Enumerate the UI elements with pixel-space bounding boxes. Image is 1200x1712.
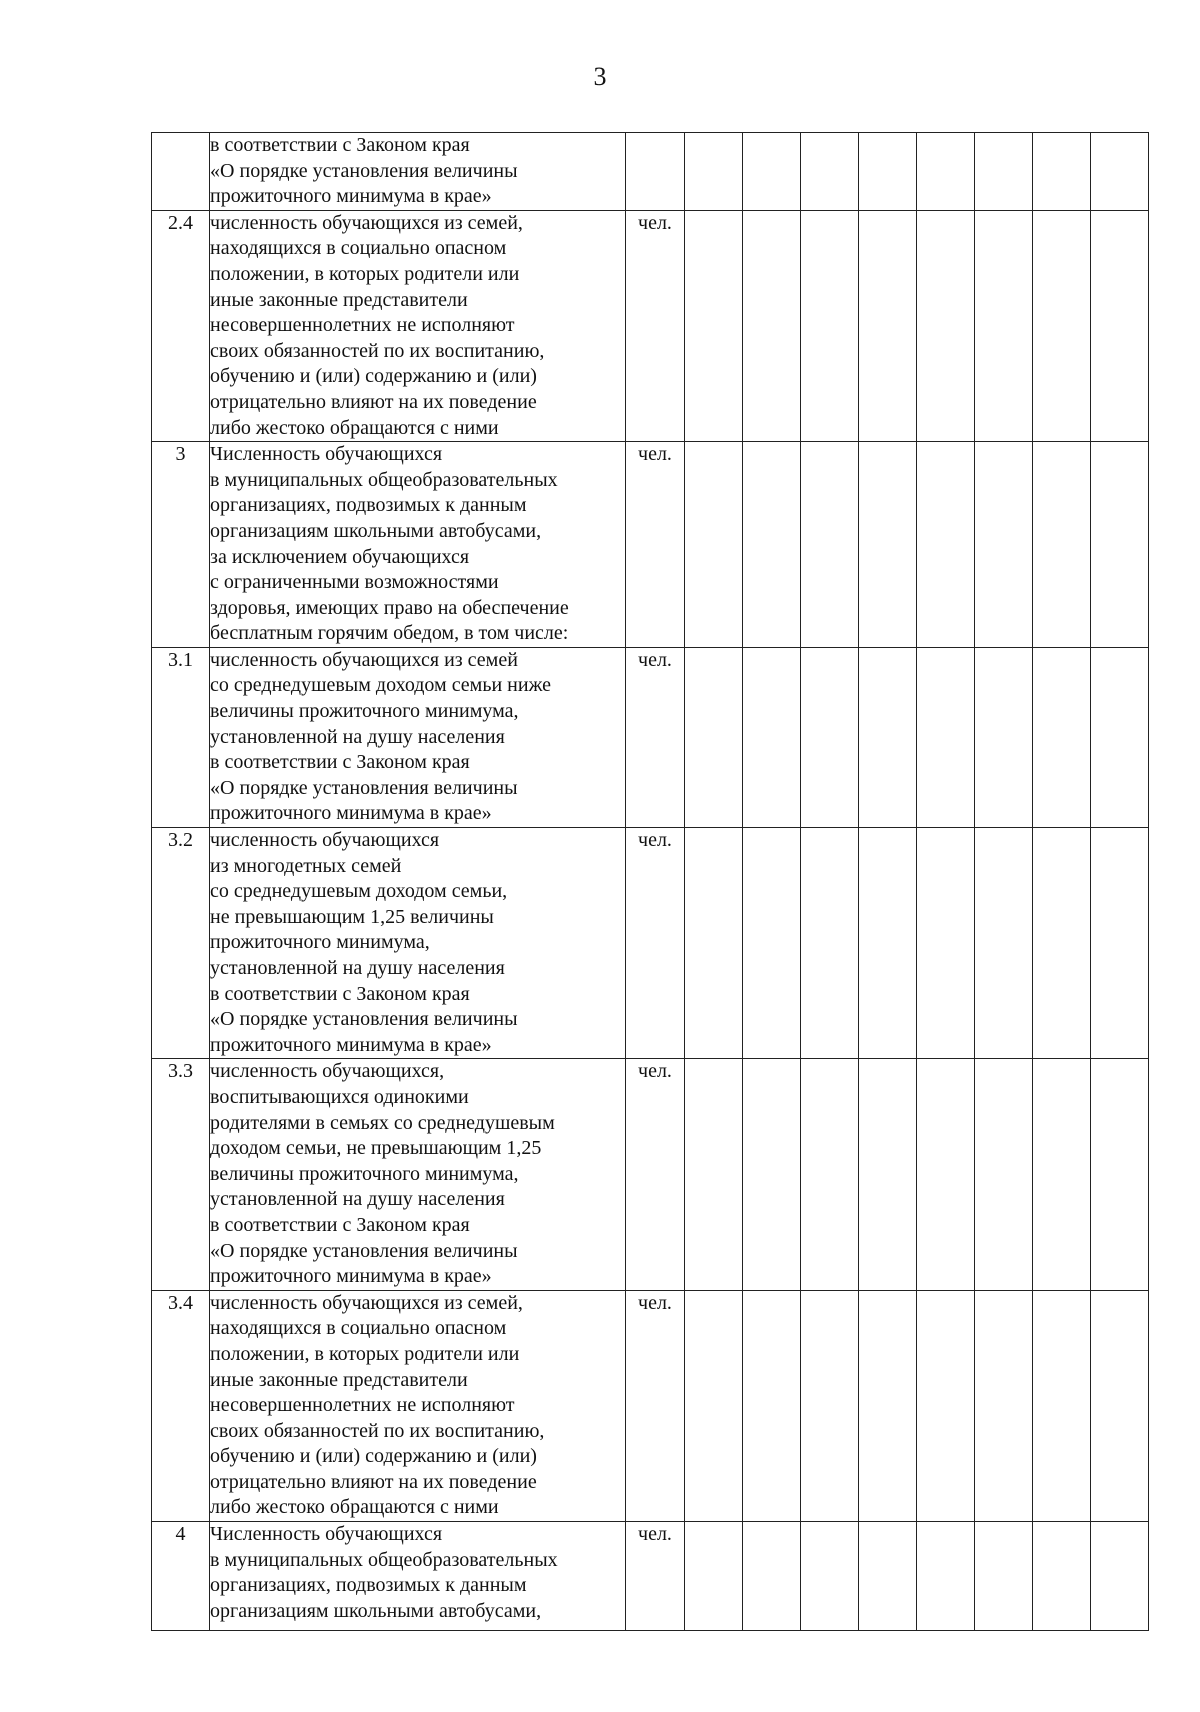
value-cell [800, 828, 858, 1059]
row-unit: чел. [626, 442, 684, 648]
description-line: численность обучающихся из семей [210, 648, 518, 671]
value-cell [800, 1290, 858, 1521]
value-cell [1090, 133, 1148, 211]
description-line: прожиточного минимума в крае» [210, 802, 492, 825]
value-cell [684, 442, 742, 648]
description-line: либо жестоко обращаются с ними [210, 1496, 499, 1519]
value-cell [1032, 210, 1090, 441]
description-line: со среднедушевым доходом семьи, [210, 880, 508, 903]
value-cell [974, 133, 1032, 211]
row-number: 3 [152, 442, 210, 648]
value-cell [800, 210, 858, 441]
value-cell [974, 1522, 1032, 1631]
value-cell [1032, 1059, 1090, 1290]
description-line: отрицательно влияют на их поведение [210, 390, 537, 413]
value-cell [800, 1522, 858, 1631]
value-cell [858, 442, 916, 648]
row-description [210, 1290, 626, 1521]
table-row [152, 828, 1149, 1059]
value-cell [858, 133, 916, 211]
description-line: здоровья, имеющих право на обеспечение [210, 596, 569, 619]
value-cell [916, 1059, 974, 1290]
row-number: 2.4 [152, 210, 210, 441]
row-description [210, 1522, 626, 1631]
description-line: обучению и (или) содержанию и (или) [210, 365, 537, 388]
value-cell [684, 828, 742, 1059]
description-line: в муниципальных общеобразовательных [210, 1548, 558, 1571]
value-cell [800, 442, 858, 648]
value-cell [742, 1522, 800, 1631]
value-cell [974, 828, 1032, 1059]
description-line: численность обучающихся [210, 829, 440, 852]
description-line: с ограниченными возможностями [210, 571, 499, 594]
value-cell [858, 1059, 916, 1290]
description-line: организациях, подвозимых к данным [210, 1574, 527, 1597]
table-row [152, 1059, 1149, 1290]
table-row [152, 442, 1149, 648]
description-line: воспитывающихся одинокими [210, 1085, 469, 1108]
row-number: 3.1 [152, 647, 210, 827]
row-description [210, 210, 626, 441]
value-cell [916, 647, 974, 827]
row-unit: чел. [626, 1290, 684, 1521]
description-line: прожиточного минимума в крае» [210, 1265, 492, 1288]
description-line: находящихся в социально опасном [210, 237, 507, 260]
value-cell [916, 210, 974, 441]
table-row [152, 1522, 1149, 1631]
row-number: 3.4 [152, 1290, 210, 1521]
value-cell [742, 1290, 800, 1521]
value-cell [858, 1522, 916, 1631]
value-cell [742, 133, 800, 211]
value-cell [684, 1290, 742, 1521]
description-line: прожиточного минимума в крае» [210, 185, 492, 208]
description-line: Численность обучающихся [210, 443, 443, 466]
description-line: либо жестоко обращаются с ними [210, 416, 499, 439]
description-line: не превышающим 1,25 величины [210, 905, 494, 928]
description-line: своих обязанностей по их воспитанию, [210, 1419, 545, 1442]
value-cell [742, 828, 800, 1059]
description-line: иные законные представители [210, 1368, 468, 1391]
value-cell [1090, 1290, 1148, 1521]
row-unit: чел. [626, 1522, 684, 1631]
description-line: Численность обучающихся [210, 1523, 443, 1546]
value-cell [916, 828, 974, 1059]
value-cell [742, 210, 800, 441]
value-cell [684, 647, 742, 827]
row-number: 3.3 [152, 1059, 210, 1290]
description-line: в соответствии с Законом края [210, 1213, 470, 1236]
table-row [152, 210, 1149, 441]
value-cell [684, 1059, 742, 1290]
table-row [152, 647, 1149, 827]
value-cell [1090, 1059, 1148, 1290]
description-line: организациях, подвозимых к данным [210, 494, 527, 517]
row-unit: чел. [626, 1059, 684, 1290]
value-cell [916, 442, 974, 648]
row-unit: чел. [626, 647, 684, 827]
value-cell [858, 210, 916, 441]
description-line: установленной на душу населения [210, 725, 505, 748]
description-line: установленной на душу населения [210, 957, 505, 979]
row-number: 4 [152, 1522, 210, 1631]
description-line: положении, в которых родители или [210, 262, 520, 285]
description-line: прожиточного минимума в крае» [210, 1033, 492, 1056]
value-cell [800, 1059, 858, 1290]
description-line: обучению и (или) содержанию и (или) [210, 1445, 537, 1468]
data-table [151, 132, 1149, 1631]
value-cell [1090, 210, 1148, 441]
description-line: организациям школьными автобусами, [210, 519, 542, 542]
description-line: иные законные представители [210, 288, 468, 311]
description-line: установленной на душу населения [210, 1188, 505, 1211]
value-cell [1032, 647, 1090, 827]
row-description [210, 133, 626, 211]
value-cell [916, 1290, 974, 1521]
page-number: 3 [593, 62, 607, 91]
description-line: численность обучающихся из семей, [210, 1291, 523, 1314]
description-line: «О порядке установления величины [210, 1239, 518, 1262]
description-line: несовершеннолетних не исполняют [210, 314, 515, 337]
description-line: родителями в семьях со среднедушевым [210, 1111, 555, 1134]
value-cell [974, 210, 1032, 441]
value-cell [1032, 1290, 1090, 1521]
value-cell [916, 1522, 974, 1631]
description-line: отрицательно влияют на их поведение [210, 1470, 537, 1493]
value-cell [858, 647, 916, 827]
row-description [210, 442, 626, 648]
value-cell [684, 133, 742, 211]
value-cell [800, 647, 858, 827]
table-row [152, 133, 1149, 211]
value-cell [916, 133, 974, 211]
description-line: за исключением обучающихся [210, 545, 470, 568]
description-line: доходом семьи, не превышающим 1,25 [210, 1137, 542, 1160]
description-line: численность обучающихся, [210, 1060, 445, 1083]
value-cell [684, 210, 742, 441]
row-number [152, 133, 210, 211]
value-cell [974, 442, 1032, 648]
value-cell [1032, 828, 1090, 1059]
value-cell [742, 442, 800, 648]
value-cell [974, 647, 1032, 827]
value-cell [1090, 828, 1148, 1059]
description-line: «О порядке установления величины [210, 776, 518, 799]
row-unit: чел. [626, 828, 684, 1059]
description-line: в соответствии с Законом края [210, 982, 470, 1005]
description-line: «О порядке установления величины [210, 159, 518, 182]
description-line: находящихся в социально опасном [210, 1317, 507, 1340]
value-cell [684, 1522, 742, 1631]
description-line: бесплатным горячим обедом, в том числе: [210, 622, 569, 645]
description-line: из многодетных семей [210, 854, 402, 877]
description-line: прожиточного минимума, [210, 931, 430, 954]
value-cell [974, 1059, 1032, 1290]
description-line: со среднедушевым доходом семьи ниже [210, 674, 552, 697]
value-cell [742, 1059, 800, 1290]
description-line: в соответствии с Законом края [210, 751, 470, 774]
value-cell [974, 1290, 1032, 1521]
value-cell [1090, 442, 1148, 648]
value-cell [742, 647, 800, 827]
description-line: численность обучающихся из семей, [210, 211, 523, 234]
description-line: «О порядке установления величины [210, 1008, 518, 1031]
value-cell [1032, 442, 1090, 648]
description-line: положении, в которых родители или [210, 1342, 520, 1365]
value-cell [858, 828, 916, 1059]
value-cell [858, 1290, 916, 1521]
value-cell [1032, 133, 1090, 211]
row-unit: чел. [626, 210, 684, 441]
row-number: 3.2 [152, 828, 210, 1059]
description-line: величины прожиточного минимума, [210, 700, 519, 723]
row-description [210, 828, 626, 1059]
table-row [152, 1290, 1149, 1521]
row-description [210, 647, 626, 827]
value-cell [1090, 647, 1148, 827]
value-cell [800, 133, 858, 211]
value-cell [1090, 1522, 1148, 1631]
description-line: в муниципальных общеобразовательных [210, 468, 558, 491]
row-description [210, 1059, 626, 1290]
description-line: в соответствии с Законом края [210, 134, 470, 156]
value-cell [1032, 1522, 1090, 1631]
description-line: организациям школьными автобусами, [210, 1599, 542, 1622]
description-line: несовершеннолетних не исполняют [210, 1394, 515, 1417]
description-line: своих обязанностей по их воспитанию, [210, 339, 545, 362]
description-line: величины прожиточного минимума, [210, 1162, 519, 1185]
row-unit [626, 133, 684, 211]
